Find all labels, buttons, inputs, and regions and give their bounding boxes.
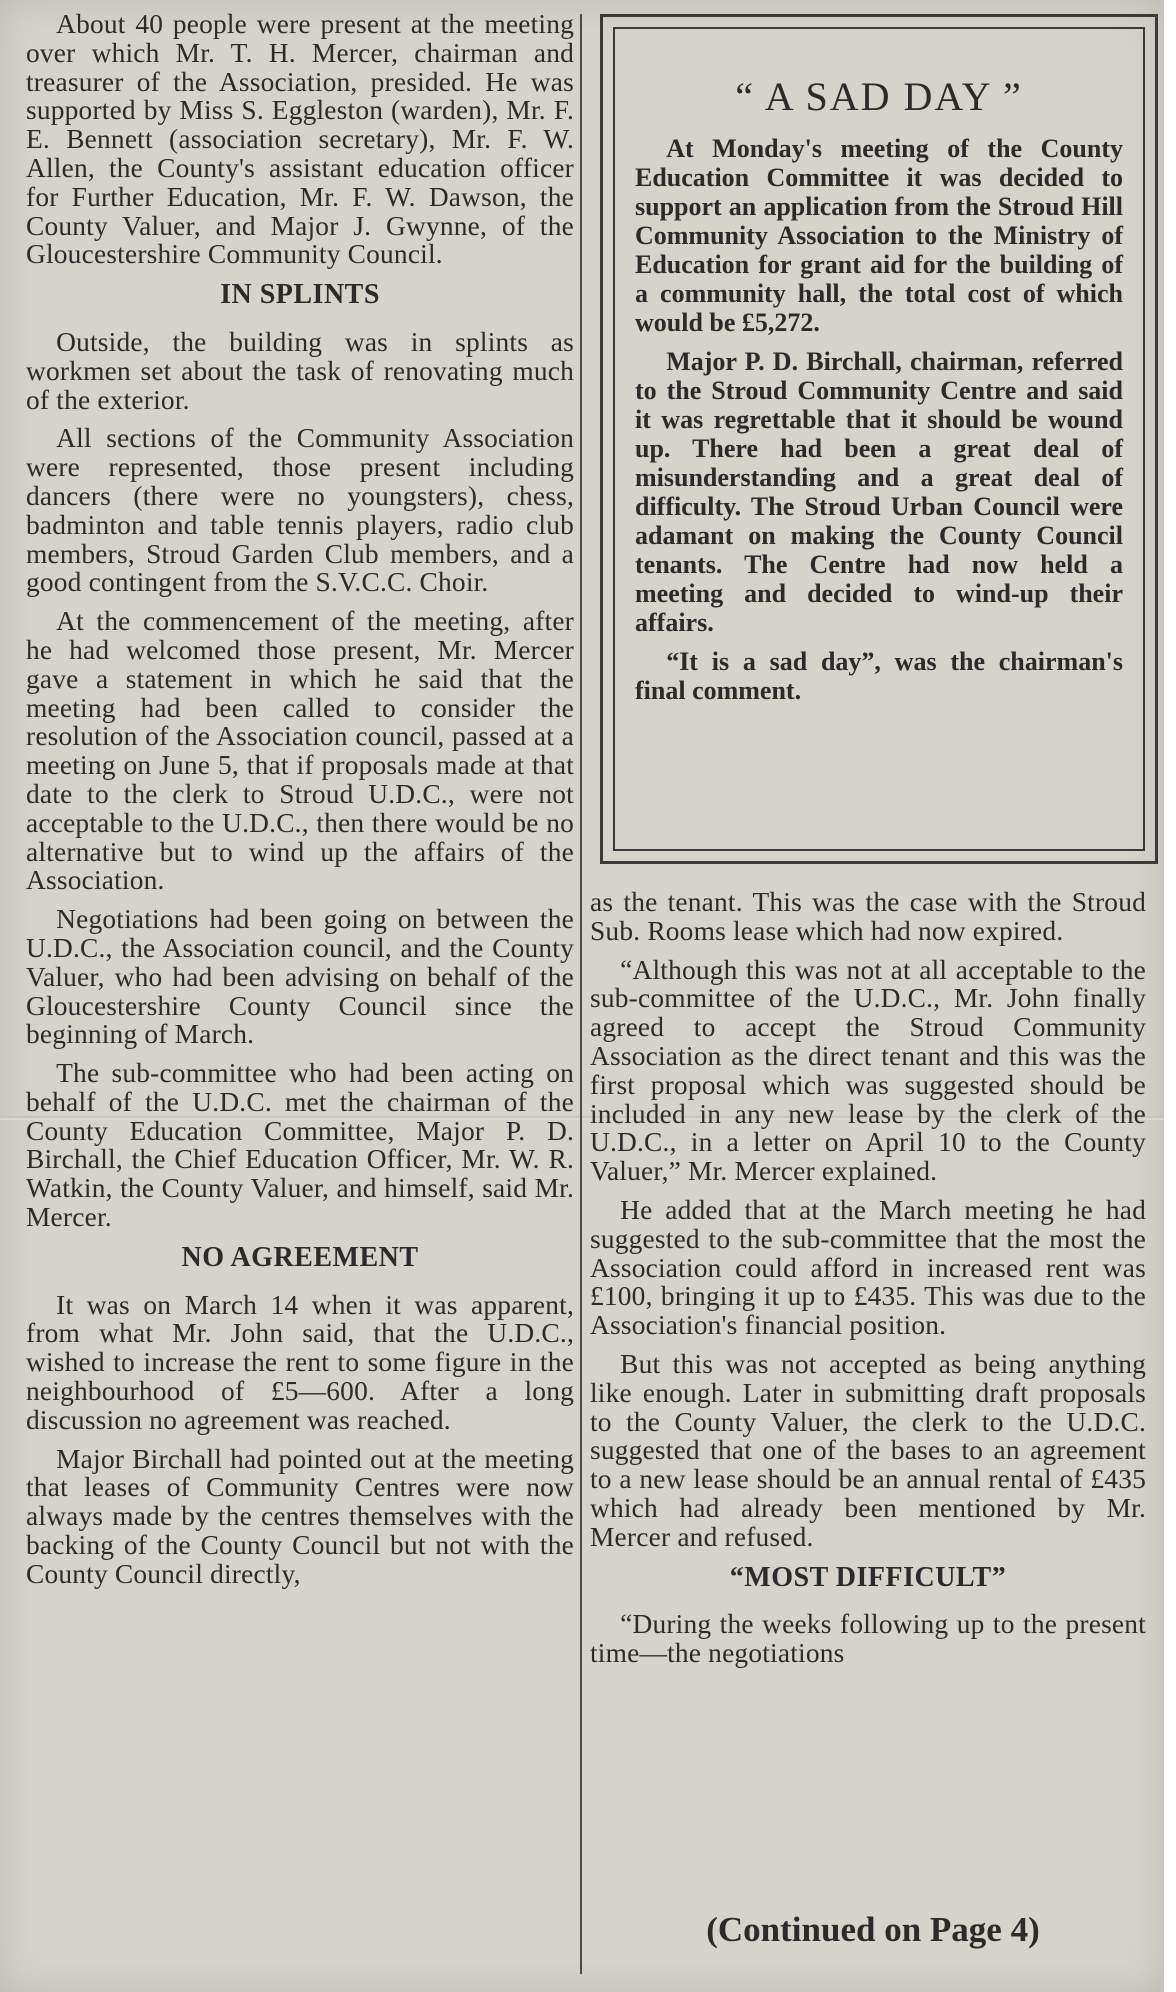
paragraph: “Although this was not at all acceptable to the sub-committee of the U.D.C., Mr. John finally agreed to accept the Stroud Community Association as the direct tenant and this was the first proposal which was suggested should be included in any new lease by the clerk of the U.D.C., in a letter on April 10 to the County Valuer,” Mr. Mercer explained. [590,954,1146,1187]
paragraph: It was on March 14 when it was apparent, from what Mr. John said, that the U.D.C., wished to increase the rent to some figure in the neighbourhood of £5—600. After a long discussion no agreement was reached. [26,1289,574,1435]
sidebar-title: “ A SAD DAY ” [735,74,1023,119]
sidebar-paragraph: Major P. D. Birchall, chairman, referred to the Stroud Community Centre and said it was regrettable that it should be wound up. There had been a great deal of misunderstanding and a great deal of difficulty. The Stroud Urban Council were adamant on making the County Council tenants. The Centre had now held a meeting and decided to wind-up their affairs. [635,347,1123,637]
sidebar-inner-border [613,27,1145,851]
paragraph: “During the weeks following up to the present time—the negotiations [590,1609,1146,1669]
paragraph: But this was not accepted as being anything like enough. Later in submitting draft proposals to the County Valuer, the clerk to the U.D.C. suggested that one of the bases to an agreement to a new lease should be an annual rental of £435 which had already been mentioned by Mr. Mercer and refused. [590,1348,1146,1552]
paragraph: Major Birchall had pointed out at the meeting that leases of Community Centres were now always made by the centres themselves with the backing of the County Council but not with the County Council directly, [26,1443,574,1589]
paragraph: At the commencement of the meeting, after he had welcomed those present, Mr. Mercer gave a statement in which he said that the meeting had been called to consider the resolution of the Association council, passed at a meeting on June 5, that if proposals made at that date to the clerk to Stroud U.D.C., were not acceptable to the U.D.C., then there would be no alternative but to wind up the affairs of the Association. [26,606,574,896]
sidebar-paragraph: At Monday's meeting of the County Education Committee it was decided to support an application from the Stroud Hill Community Association to the Ministry of Education for grant aid for the building of a community hall, the total cost of which would be £5,272. [635,134,1123,337]
sidebar-box [600,14,1158,864]
subheading-in-splints: IN SPLINTS [220,279,380,311]
paragraph: Outside, the building was in splints as workmen set about the task of renovating much of the exterior. [26,326,574,415]
paragraph: The sub-committee who had been acting on behalf of the U.D.C. met the chairman of the County Education Committee, Major P. D. Birchall, the Chief Education Officer, Mr. W. R. Watkin, the County Valuer, and himself, said Mr. Mercer. [26,1058,574,1233]
subheading-no-agreement: NO AGREEMENT [181,1241,419,1273]
sidebar-paragraph: “It is a sad day”, was the chairman's final comment. [635,647,1123,705]
paragraph: as the tenant. This was the case with the Stroud Sub. Rooms lease which had now expired. [590,887,1146,946]
paragraph: About 40 people were present at the meeting over which Mr. T. H. Mercer, chairman and treasurer of the Association, presided. He was supported by Miss S. Eggleston (warden), Mr. F. E. Bennett (association secretary), Mr. F. W. Allen, the County's assistant education officer for Further Education, Mr. F. W. Dawson, the County Valuer, and Major J. Gwynne, of the Gloucestershire Community Council. [26,9,574,270]
right-column [590,888,1146,1678]
paragraph: He added that at the March meeting he had suggested to the sub-committee that the most the Association could afford in increased rent was £100, bringing it up to £435. This was due to the Association's financial position. [590,1194,1146,1341]
left-column [26,10,574,1599]
column-rule [580,14,582,1974]
subheading-most-difficult: “MOST DIFFICULT” [729,1561,1007,1593]
paragraph: All sections of the Community Association were represented, those present including dancers (there were no youngsters), chess, badminton and table tennis players, radio club members, Stroud Garden Club members, and a good contingent from the S.V.C.C. Choir. [26,423,574,598]
continued-notice: (Continued on Page 4) [706,1910,1040,1949]
paragraph: Negotiations had been going on between the U.D.C., the Association council, and the County Valuer, who had been advising on behalf of the Gloucestershire County Council since the beginning of March. [26,904,574,1050]
